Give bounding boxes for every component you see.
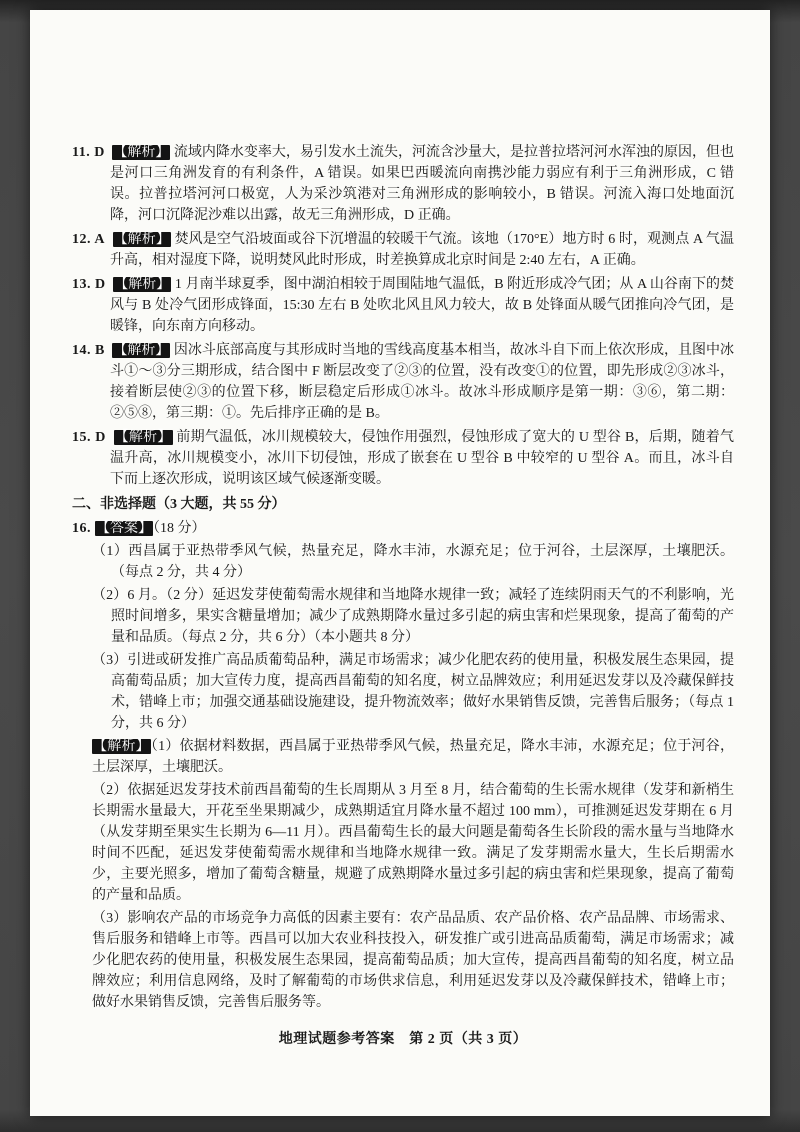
answer-16-part-1: （1）西昌属于亚热带季风气候，热量充足，降水丰沛，水源充足；位于河谷，土层深厚，土壤肥沃。（每点 2 分，共 4 分）	[92, 544, 734, 580]
analysis-text: 前期气温低，冰川规模较大，侵蚀作用强烈，侵蚀形成了宽大的 U 型谷 B，后期，随着气温升高，冰川规模变小，冰川下切侵蚀，形成了嵌套在 U 型谷 B 中较窄的 U 型谷 A。而且，冰斗自下而上逐次形成，说明该区域气候逐渐变暖。	[110, 430, 735, 487]
question-number: 13. D	[72, 277, 106, 292]
answer-item-14	[72, 340, 734, 424]
document-page	[30, 10, 770, 1116]
question-number: 15. D	[72, 430, 106, 445]
score-label: （18 分）	[153, 521, 206, 536]
analysis-tag: 【解析】	[93, 739, 150, 754]
page-footer: 地理试题参考答案 第 2 页（共 3 页）	[278, 1032, 528, 1047]
analysis-text: 流域内降水变率大，易引发水土流失，河流含沙量大，是拉普拉塔河河水浑浊的原因，但也是河口三角洲发育的有利条件，A 错误。如果巴西暖流向南携沙能力弱应有利于三角洲形成，C 错误。拉普拉塔河河口极宽，人为采沙筑港对三角洲形成的影响较小，B 错误。河流入海口处地面沉降，河口沉降泥沙难以出露，故无三角洲形成，D 正确。	[110, 145, 735, 223]
answer-tag: 【答案】	[96, 521, 152, 536]
analysis-text: 1 月南半球夏季，图中湖泊相较于周围陆地气温低，B 附近形成冷气团；从 A 山谷南下的焚风与 B 处冷气团形成锋面，15:30 左右 B 处吹北风且风力较大，故 B 处锋面从暖气团推向冷气团，是暖锋，向东南方向移动。	[110, 277, 735, 334]
analysis-tag: 【解析】	[113, 343, 170, 358]
section-heading: 二、非选择题（3 大题，共 55 分）	[72, 497, 286, 512]
analysis-text: （1）依据材料数据，西昌属于亚热带季风气候，热量充足，降水丰沛，水源充足；位于河谷，土层深厚，土壤肥沃。	[92, 739, 734, 775]
answer-item-15	[72, 427, 734, 490]
analysis-tag: 【解析】	[114, 430, 172, 445]
analysis-text: 焚风是空气沿坡面或谷下沉增温的较暖干气流。该地（170°E）地方时 6 时，观测点 A 气温升高，相对湿度下降，说明焚风此时形成，时差换算成北京时间是 2:40 左右，A 正确。	[110, 232, 735, 268]
answer-16-part-3: （3）引进或研发推广高品质葡萄品种，满足市场需求；减少化肥农药的使用量，积极发展生态果园，提高葡萄品质；加大宣传力度，提高西昌葡萄的知名度，树立品牌效应；利用延迟发芽以及冷藏保鲜技术，错峰上市；加强交通基础设施建设，提升物流效率；做好水果销售反馈，完善售后服务；（每点 1 分，共 6 分）	[92, 653, 734, 731]
answer-item-16-header	[72, 518, 734, 539]
answer-item-12	[72, 229, 734, 271]
answer-item-11	[72, 142, 734, 226]
answer-16-part-2: （2）6 月。（2 分）延迟发芽使葡萄需水规律和当地降水规律一致；减轻了连续阴雨天气的不利影响，光照时间增多，果实含糖量增加；减少了成熟期降水量过多引起的病虫害和烂果现象，提高了葡萄的产量和品质。（每点 2 分，共 6 分）（本小题共 8 分）	[92, 588, 734, 645]
question-number: 12. A	[72, 232, 105, 247]
analysis-16-part-3: （3）影响农产品的市场竞争力高低的因素主要有：农产品品质、农产品价格、农产品品牌、市场需求、售后服务和错峰上市等。西昌可以加大农业科技投入，研发推广或引进高品质葡萄，满足市场需求；减少化肥农药的使用量，积极发展生态果园，提高葡萄品质；加大宣传，提高西昌葡萄的知名度，树立品牌效应；利用信息网络，及时了解葡萄的市场供求信息，利用延迟发芽以及冷藏保鲜技术，错峰上市；做好水果销售反馈，完善售后服务等。	[92, 911, 734, 1010]
answer-item-13	[72, 274, 734, 337]
question-number: 16.	[72, 521, 91, 536]
analysis-16-part-1	[92, 736, 734, 778]
analysis-tag: 【解析】	[113, 145, 170, 160]
analysis-tag: 【解析】	[114, 277, 171, 292]
analysis-text: 因冰斗底部高度与其形成时当地的雪线高度基本相当，故冰斗自下而上依次形成，且图中冰斗①～③分三期形成，结合图中 F 断层改变了②③的位置，没有改变①的位置，即先形成②③冰斗，接着断层使②③的位置下移，断层稳定后形成①冰斗。故冰斗形成顺序是第一期：③⑥，第二期：②⑤⑧，第三期：①。先后排序正确的是 B。	[110, 343, 735, 421]
analysis-tag: 【解析】	[113, 232, 170, 247]
question-number: 14. B	[72, 343, 105, 358]
question-number: 11. D	[72, 145, 105, 160]
analysis-16-part-2: （2）依据延迟发芽技术前西昌葡萄的生长周期从 3 月至 8 月，结合葡萄的生长需水规律（发芽和新梢生长期需水量最大，开花至坐果期减少，成熟期适宜月降水量不超过 100 mm），可推测延迟发芽期在 6 月（从发芽期至果实生长期为 6—11 月）。西昌葡萄生长的最大问题是葡萄各生长阶段的需水量与当地降水时间不匹配，延迟发芽使葡萄需水规律和当地降水规律一致。满足了发芽期需水量大，生长后期需水少，主要光照多，增加了葡萄含糖量，规避了成熟期降水量过多引起的病虫害和烂果现象，提高了葡萄的产量和品质。	[92, 783, 734, 903]
